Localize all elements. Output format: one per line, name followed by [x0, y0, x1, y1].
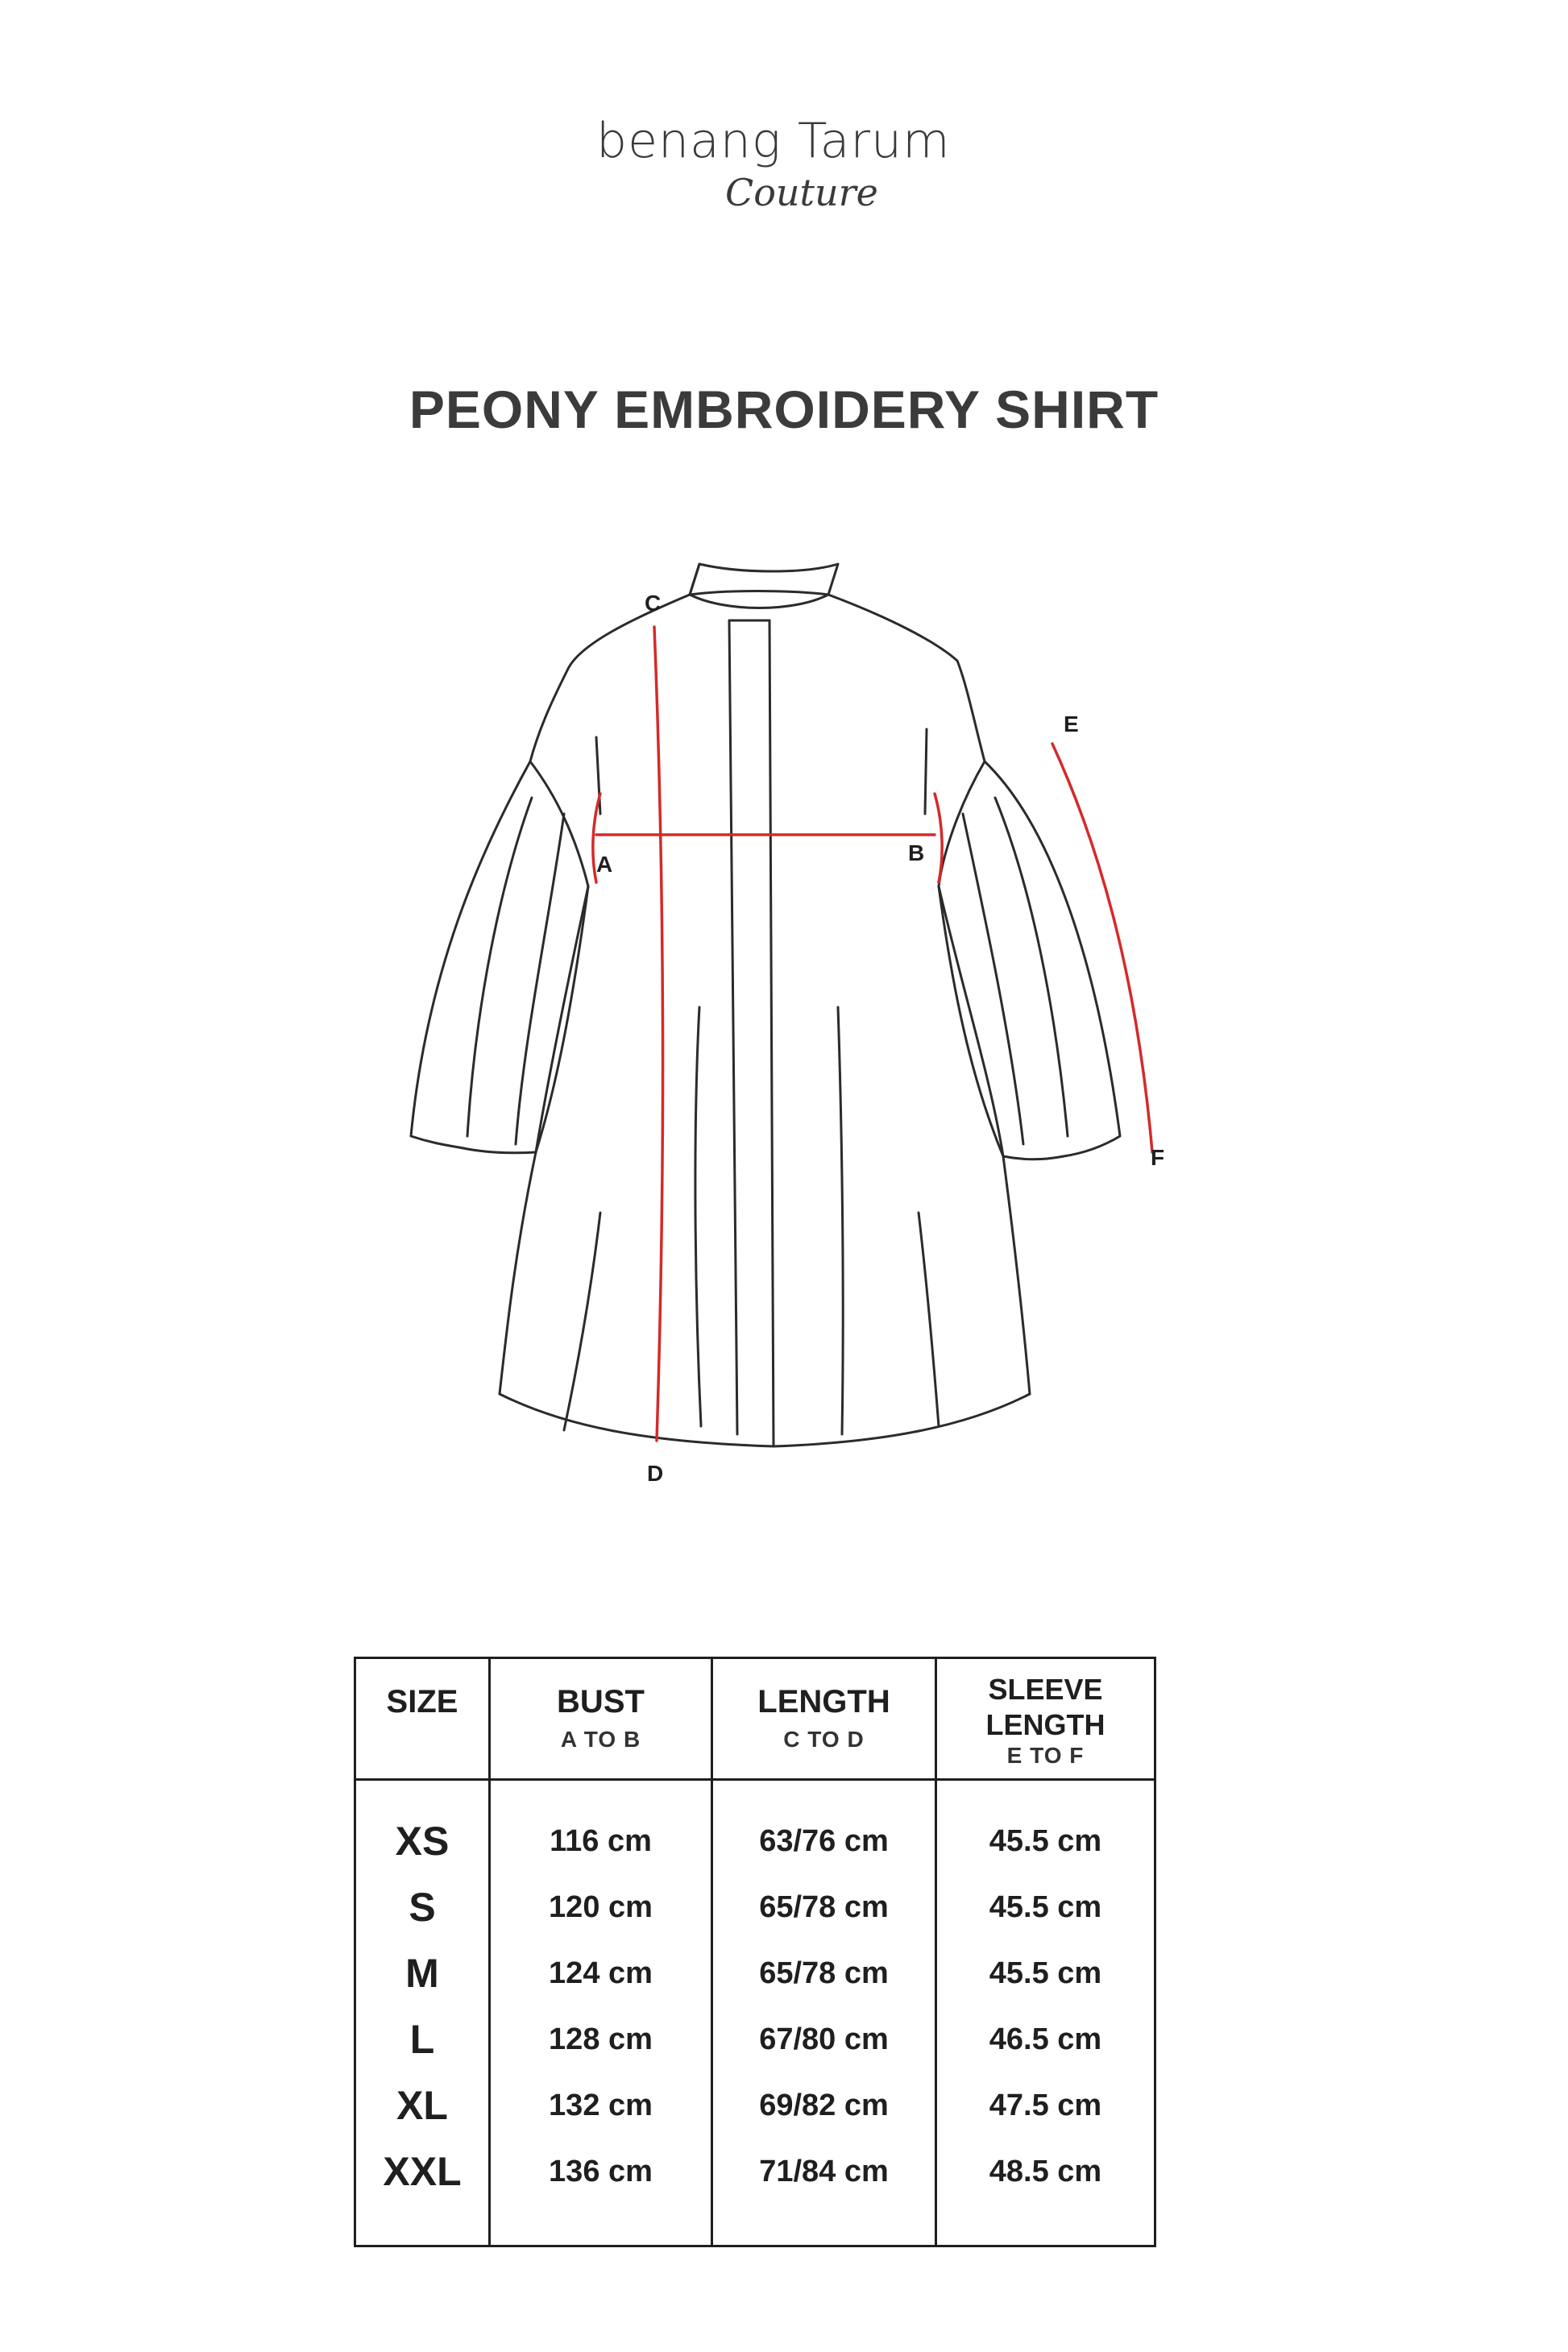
cell-length: 67/80 cm [712, 2006, 936, 2072]
table-row [355, 1940, 1155, 2006]
cell-size: XL [355, 2072, 490, 2138]
cell-size: S [355, 1874, 490, 1940]
cell-size: M [355, 1940, 490, 2006]
label-e: E [1064, 711, 1079, 736]
cell-sleeve: 46.5 cm [936, 2006, 1155, 2072]
size-chart-table [354, 1657, 1156, 2247]
sleeve-line [1052, 744, 1152, 1152]
label-f: F [1151, 1145, 1165, 1170]
cell-bust: 128 cm [490, 2006, 712, 2072]
cell-bust: 116 cm [490, 1780, 712, 1875]
cell-sleeve: 45.5 cm [936, 1780, 1155, 1875]
cell-length: 65/78 cm [712, 1874, 936, 1940]
header-length: LENGTH C TO D [712, 1658, 936, 1780]
cell-bust: 120 cm [490, 1874, 712, 1940]
header-size: SIZE [355, 1658, 490, 1780]
cell-sleeve: 45.5 cm [936, 1940, 1155, 2006]
collar [690, 564, 838, 595]
header-sleeve-length: SLEEVE LENGTH E TO F [936, 1658, 1155, 1780]
cell-bust: 124 cm [490, 1940, 712, 2006]
label-a: A [596, 852, 613, 877]
cell-size: XS [355, 1780, 490, 1875]
cell-sleeve: 47.5 cm [936, 2072, 1155, 2138]
length-line [654, 627, 663, 1441]
product-title: PEONY EMBROIDERY SHIRT [409, 380, 1159, 439]
cell-sleeve: 45.5 cm [936, 1874, 1155, 1940]
label-d: D [647, 1461, 664, 1486]
header-bust: BUST A TO B [490, 1658, 712, 1780]
body-outline [530, 595, 690, 761]
label-c: C [645, 591, 662, 616]
cell-size: L [355, 2006, 490, 2072]
cell-bust: 132 cm [490, 2072, 712, 2138]
placket [729, 620, 737, 1434]
table-header-row [355, 1658, 1155, 1780]
cell-bust: 136 cm [490, 2138, 712, 2246]
table-row [355, 2006, 1155, 2072]
cell-length: 65/78 cm [712, 1940, 936, 2006]
brand-name: benang Tarum [596, 113, 951, 169]
cell-length: 63/76 cm [712, 1780, 936, 1875]
label-b: B [908, 840, 925, 865]
cell-size: XXL [355, 2138, 490, 2246]
table-row [355, 1780, 1155, 1875]
brand-sub: Couture [725, 171, 878, 214]
table-row [355, 1874, 1155, 1940]
cell-sleeve: 48.5 cm [936, 2138, 1155, 2246]
table-row [355, 2138, 1155, 2246]
cell-length: 69/82 cm [712, 2072, 936, 2138]
table-row [355, 2072, 1155, 2138]
cell-length: 71/84 cm [712, 2138, 936, 2246]
